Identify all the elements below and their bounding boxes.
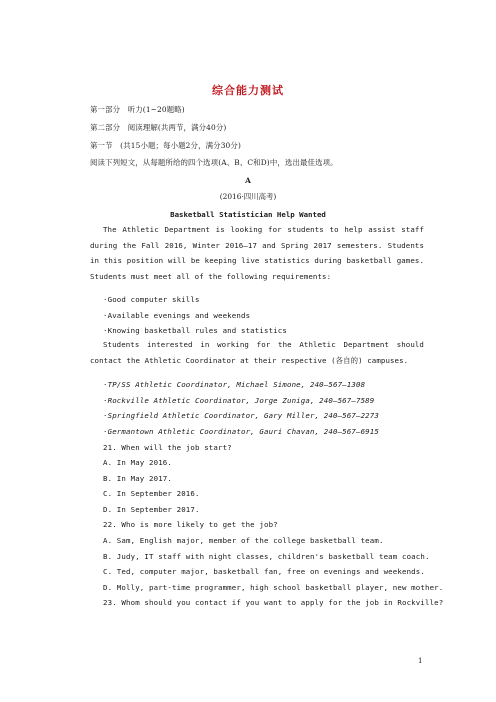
- question-option: D. In September 2017.: [103, 505, 200, 514]
- contact-item: ·Germantown Athletic Coordinator, Gauri Chavan, 240—567—6915: [103, 427, 379, 436]
- page-title: 综合能力测试: [212, 84, 284, 97]
- page-number: 1: [418, 657, 423, 665]
- source-note: (2016·四川高考): [219, 192, 277, 201]
- requirement-item: ·Good computer skills: [103, 295, 200, 304]
- part-line-3: 第一节 (共15小题；每小题2分，满分30分): [90, 141, 241, 150]
- requirement-item: ·Available evenings and weekends: [103, 311, 251, 320]
- contact-item: ·Springfield Athletic Coordinator, Gary Miller, 240—567—2273: [103, 411, 379, 420]
- article-paragraph-1: The Athletic Department is looking for students to help assist staff during the Fall 2016, Winter 2016—17 and Spring 2017 semesters. Students in this position will be keeping live statistics during basketball games. Students must meet all of the following requirements:: [90, 225, 424, 281]
- requirement-item: ·Knowing basketball rules and statistics: [103, 326, 287, 335]
- question-stem: 22. Who is more likely to get the job?: [103, 520, 278, 529]
- part-line-2: 第二部分 阅读理解(共两节，满分40分): [90, 123, 227, 132]
- question-option: B. In May 2017.: [103, 474, 172, 483]
- question-option: A. Sam, English major, member of the college basketball team.: [103, 536, 384, 545]
- question-option: B. Judy, IT staff with night classes, children's basketball team coach.: [103, 552, 430, 561]
- article-title: Basketball Statistician Help Wanted: [170, 210, 326, 219]
- part-line-1: 第一部分 听力(1~20题略): [90, 105, 185, 114]
- instruction-line: 阅读下列短文，从每题所给的四个选项(A、B、C和D)中，选出最佳选项。: [90, 158, 338, 167]
- question-stem: 23. Whom should you contact if you want to apply for the job in Rockville?: [103, 598, 444, 607]
- contact-item: ·Rockville Athletic Coordinator, Jorge Zuniga, 240—567—7589: [103, 396, 375, 405]
- article-paragraph-2: Students interested in working for the Athletic Department should contact the Athletic Coordinator at their respective (各自的) campuses.: [90, 340, 424, 365]
- question-option: C. In September 2016.: [103, 489, 200, 498]
- question-option: D. Molly, part-time programmer, high school basketball player, new mother.: [103, 583, 444, 592]
- section-letter: A: [245, 176, 251, 185]
- contact-item: ·TP/SS Athletic Coordinator, Michael Simone, 240—567—1308: [103, 380, 366, 389]
- question-option: A. In May 2016.: [103, 458, 172, 467]
- question-option: C. Ted, computer major, basketball fan, free on evenings and weekends.: [103, 567, 425, 576]
- question-stem: 21. When will the job start?: [103, 443, 232, 452]
